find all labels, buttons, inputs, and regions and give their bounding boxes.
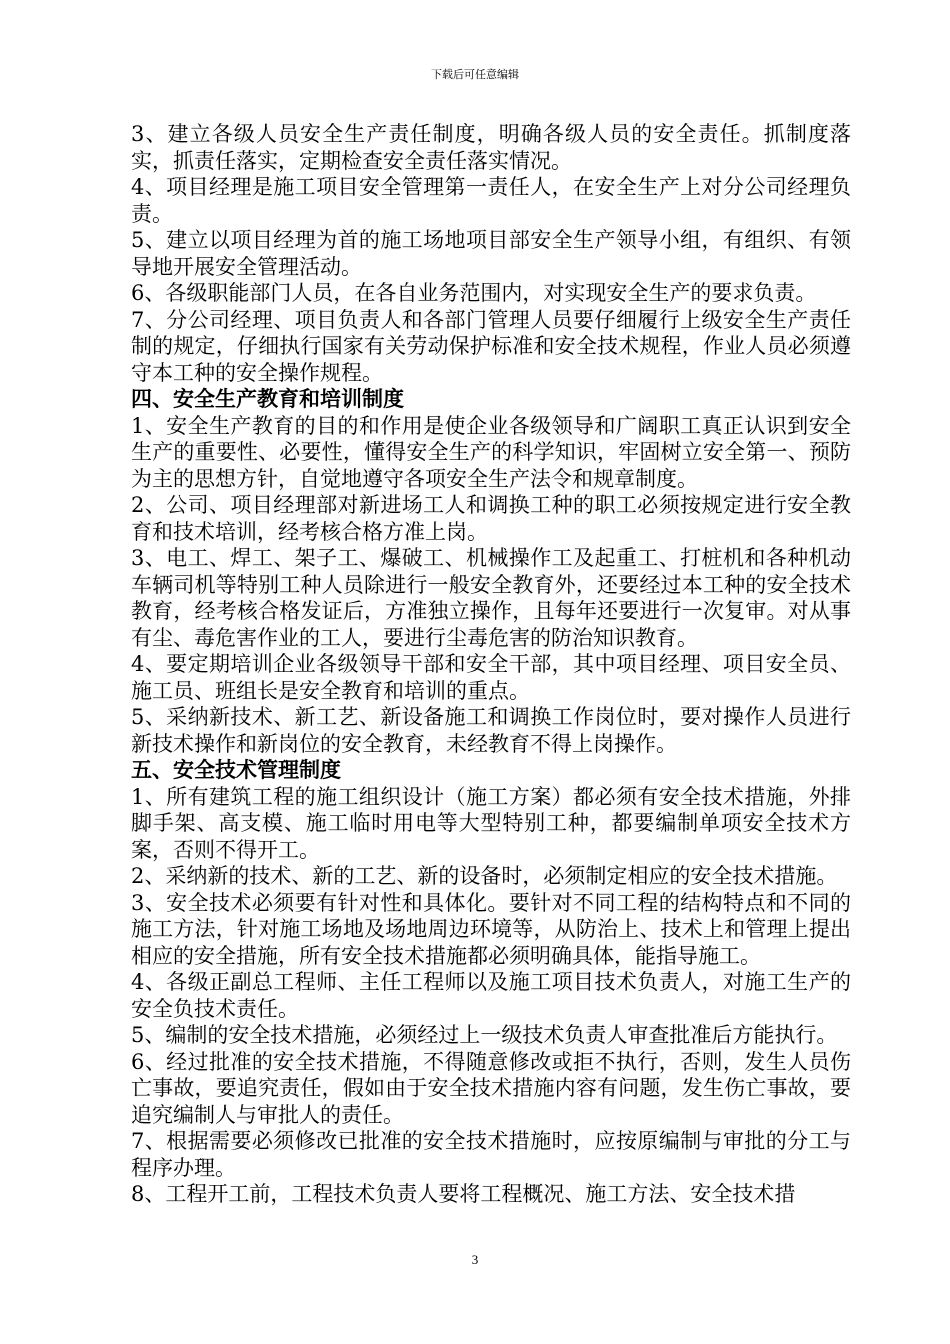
paragraph: 3、电工、焊工、架子工、爆破工、机械操作工及起重工、打桩机和各种机动车辆司机等特别工种人员除进行一般安全教育外，还要经过本工种的安全技术教育，经考核合格发证后，方准独立操作，且每年还要进行一次复审。对从事有尘、毒危害作业的工人，要进行尘毒危害的防治知识教育。: [131, 546, 851, 650]
paragraph: 7、根据需要必须修改已批准的安全技术措施时，应按原编制与审批的分工与程序办理。: [131, 1129, 851, 1180]
page-header: 下载后可任意编辑: [431, 68, 519, 81]
paragraph: 1、安全生产教育的目的和作用是使企业各级领导和广阔职工真正认识到安全生产的重要性、必要性，懂得安全生产的科学知识，牢固树立安全第一、预防为主的思想方针，自觉地遵守各项安全生产法令和规章制度。: [131, 413, 851, 491]
paragraph: 1、所有建筑工程的施工组织设计（施工方案）都必须有安全技术措施，外排脚手架、高支模、施工临时用电等大型特别工种，都要编制单项安全技术方案，否则不得开工。: [131, 784, 851, 862]
paragraph: 2、采纳新的技术、新的工艺、新的设备时，必须制定相应的安全技术措施。: [131, 864, 838, 888]
paragraph: 4、要定期培训企业各级领导干部和安全干部，其中项目经理、项目安全员、施工员、班组长是安全教育和培训的重点。: [131, 652, 851, 703]
paragraph: 5、采纳新技术、新工艺、新设备施工和调换工作岗位时，要对操作人员进行新技术操作和新岗位的安全教育，未经教育不得上岗操作。: [131, 705, 851, 756]
section-heading: 五、安全技术管理制度: [131, 757, 341, 782]
paragraph: 3、建立各级人员安全生产责任制度，明确各级人员的安全责任。抓制度落实，抓责任落实，定期检查安全责任落实情况。: [131, 122, 851, 173]
paragraph: 8、工程开工前，工程技术负责人要将工程概况、施工方法、安全技术措: [131, 1182, 796, 1206]
paragraph: 4、各级正副总工程师、主任工程师以及施工项目技术负责人，对施工生产的安全负技术责任。: [131, 970, 851, 1021]
paragraph: 5、编制的安全技术措施，必须经过上一级技术负责人审查批准后方能执行。: [131, 1023, 838, 1047]
paragraph: 3、安全技术必须要有针对性和具体化。要针对不同工程的结构特点和不同的施工方法，针对施工场地及场地周边环境等，从防治上、技术上和管理上提出相应的安全措施，所有安全技术措施都必须明确具体，能指导施工。: [131, 890, 851, 968]
paragraph: 6、各级职能部门人员，在各自业务范围内，对实现安全生产的要求负责。: [131, 281, 817, 305]
paragraph: 4、项目经理是施工项目安全管理第一责任人，在安全生产上对分公司经理负责。: [131, 175, 851, 226]
page-number: 3: [471, 1252, 479, 1267]
paragraph: 7、分公司经理、项目负责人和各部门管理人员要仔细履行上级安全生产责任制的规定，仔细执行国家有关劳动保护标准和安全技术规程，作业人员必须遵守本工种的安全操作规程。: [131, 307, 851, 385]
paragraph: 6、经过批准的安全技术措施，不得随意修改或拒不执行，否则，发生人员伤亡事故，要追究责任，假如由于安全技术措施内容有问题，发生伤亡事故，要追究编制人与审批人的责任。: [131, 1049, 851, 1127]
paragraph: 5、建立以项目经理为首的施工场地项目部安全生产领导小组，有组织、有领导地开展安全管理活动。: [131, 228, 851, 279]
paragraph: 2、公司、项目经理部对新进场工人和调换工种的职工必须按规定进行安全教育和技术培训，经考核合格方准上岗。: [131, 493, 851, 544]
section-heading: 四、安全生产教育和培训制度: [131, 386, 404, 411]
document-body: [131, 121, 851, 1208]
